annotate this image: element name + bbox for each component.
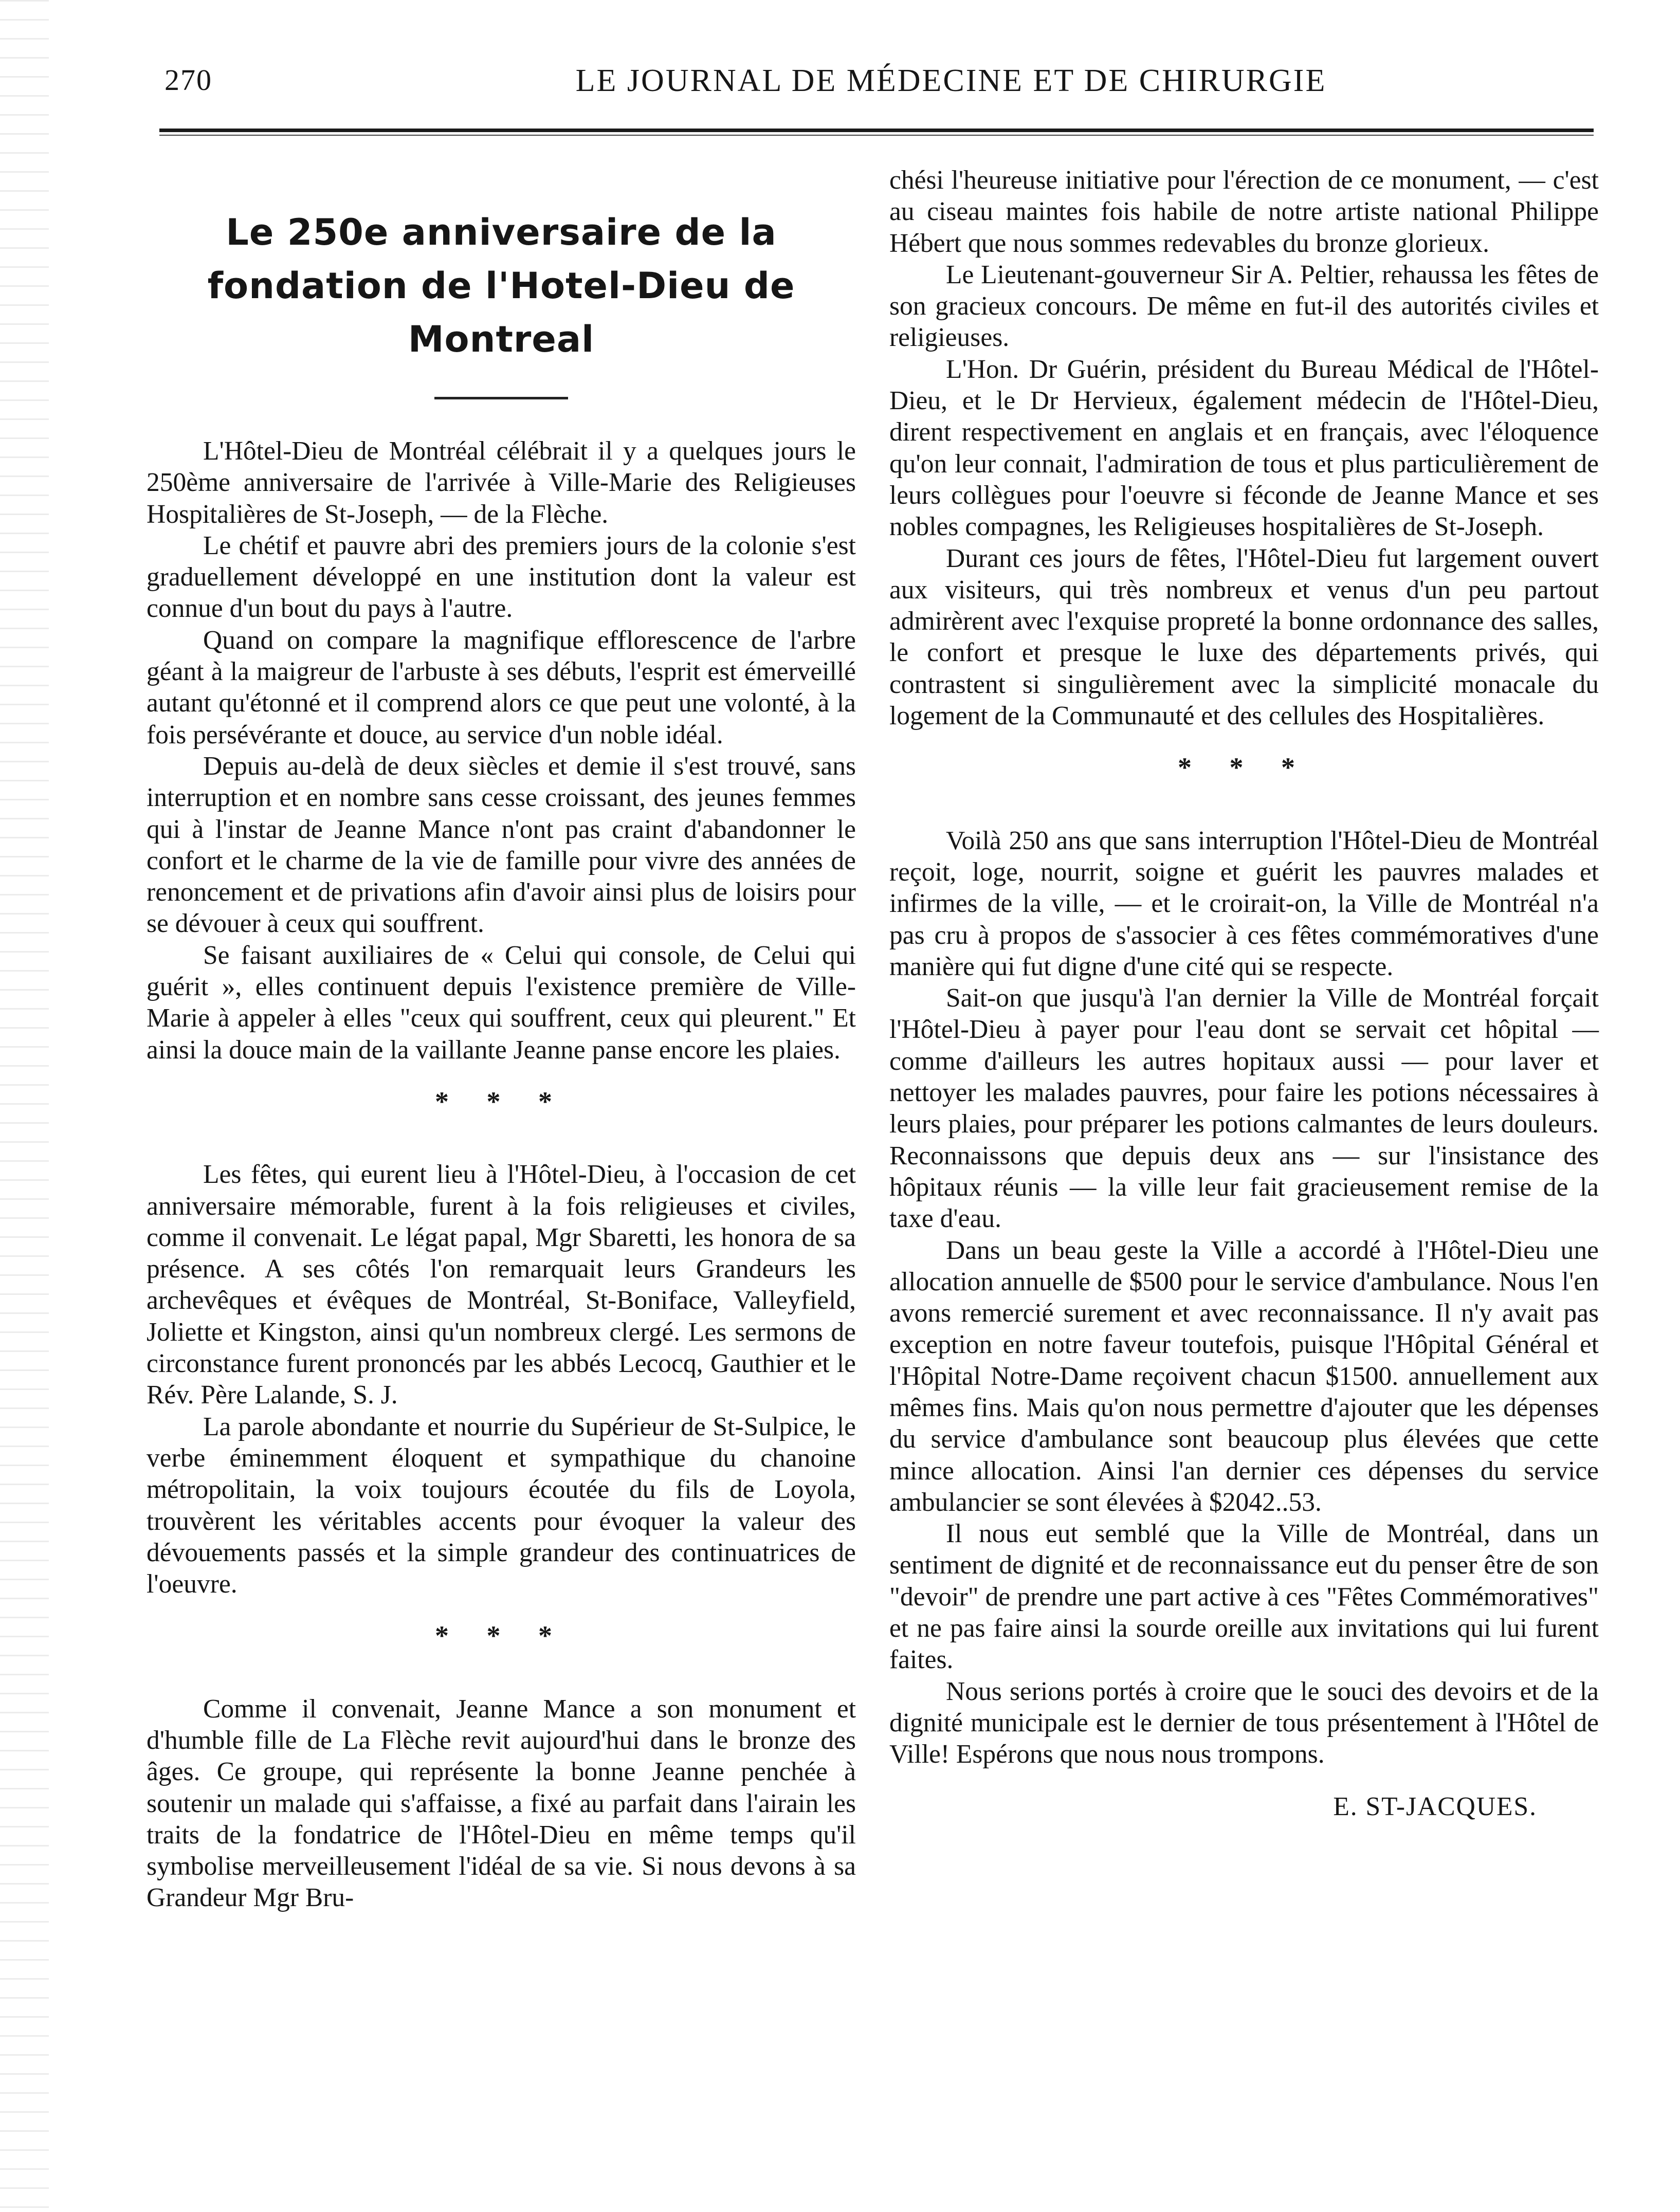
title-rule bbox=[434, 397, 568, 399]
paragraph: Le chétif et pauvre abri des premiers jours de la colonie s'est graduellement développé en une institution dont la valeur est connue d'un bout du pays à l'autre. bbox=[147, 531, 856, 624]
page-number: 270 bbox=[165, 63, 212, 97]
page-header bbox=[165, 58, 1583, 114]
paragraph: Dans un beau geste la Ville a accordé à l'Hôtel-Dieu une allocation annuelle de $500 pour le service d'ambulance. Nous l'en avons remercié surement et avec reconnaissance. Il n'y avait pas exception en notre faveur toutefois, puisque l'Hôpital Général et l'Hôpital Notre-Dame reçoivent chacun $1500. annuellement aux mêmes fins. Mais qu'on nous permettre d'ajouter que les dépenses du service d'ambulance sont beaucoup plus élevées que cette mince allocation. Ainsi l'an dernier ces dépenses du service ambulancier se sont élevées à $2042..53. bbox=[889, 1235, 1599, 1517]
paragraph: Sait-on que jusqu'à l'an dernier la Ville de Montréal forçait l'Hôtel-Dieu à payer pour l'eau dont se servait cet hôpital — comme d'ailleurs les autres hopitaux aussi — pour laver et nettoyer les malades pauvres, pour faire les potions nécessaires à leurs plaies, pour préparer les potions calmantes de leurs douleurs. Reconnaissons que depuis deux ans — sur l'insistance des hôpitaux réunis — la ville leur fait gracieusement remise de la taxe d'eau. bbox=[889, 983, 1599, 1234]
right-column bbox=[889, 164, 1599, 1822]
article-title: Le 250e anniversaire de la fondation de l'Hotel-Dieu de Montreal bbox=[207, 211, 795, 360]
paragraph: L'Hôtel-Dieu de Montréal célébrait il y a quelques jours le 250ème anniversaire de l'arrivée à Ville-Marie des Religieuses Hospitalières de St-Joseph, — de la Flèche. bbox=[147, 436, 856, 529]
section-separator: * * * bbox=[435, 1086, 568, 1117]
paragraph: Depuis au-delà de deux siècles et demie il s'est trouvé, sans interruption et en nombre sans cesse croissant, des jeunes femmes qui à l'instar de Jeanne Mance n'ont pas craint d'abandonner le confort et le charme de la vie de famille pour vivre des années de renoncement et de privations afin d'avoir ainsi plus de loisirs pour se dévouer à ceux qui souffrent. bbox=[147, 751, 856, 939]
left-column bbox=[147, 170, 856, 1914]
paragraph: L'Hon. Dr Guérin, président du Bureau Médical de l'Hôtel-Dieu, et le Dr Hervieux, également médecin de l'Hôtel-Dieu, dirent respectivement en anglais et en français, avec l'éloquence qu'on leur connait, l'admiration de tous et plus particulièrement de leurs collègues pour l'oeuvre si féconde de Jeanne Mance et ses nobles compagnes, les Religieuses hospitalières de St-Joseph. bbox=[889, 354, 1599, 542]
paragraph: Il nous eut semblé que la Ville de Montréal, dans un sentiment de dignité et de reconnaissance eut du penser être de son "devoir" de prendre une part active à ces "Fêtes Commémoratives" et ne pas faire ainsi la sourde oreille aux invitations qui lui furent faites. bbox=[889, 1519, 1599, 1675]
paragraph: chési l'heureuse initiative pour l'érection de ce monument, — c'est au ciseau maintes fois habile de notre artiste national Philippe Hébert que nous sommes redevables du bronze glorieux. bbox=[889, 166, 1599, 258]
section-separator: * * * bbox=[435, 1620, 568, 1652]
paragraph: Voilà 250 ans que sans interruption l'Hôtel-Dieu de Montréal reçoit, loge, nourrit, soigne et guérit les pauvres malades et infirmes de la ville, — et le croirait-on, la Ville de Montréal n'a pas cru à propos de s'associer à ces fêtes commémoratives d'une manière qui fut digne d'une cité qui se respecte. bbox=[889, 826, 1599, 981]
paragraph: Durant ces jours de fêtes, l'Hôtel-Dieu fut largement ouvert aux visiteurs, qui très nombreux et venus d'un peu partout admirèrent avec l'exquise propreté la bonne ordonnance des salles, le confort et presque le luxe des départements privés, qui contrastent si singulièrement avec la simplicité monacale du logement de la Communauté et des cellules des Hospitalières. bbox=[889, 543, 1599, 731]
paragraph: Quand on compare la magnifique efflorescence de l'arbre géant à la maigreur de l'arbuste à ses débuts, l'esprit est émerveillé autant qu'étonné et il comprend alors ce que peut une volonté, à la fois persévérante et douce, au service d'un noble idéal. bbox=[147, 625, 856, 749]
scan-margin bbox=[0, 0, 49, 2212]
paragraph: Le Lieutenant-gouverneur Sir A. Peltier, rehaussa les fêtes de son gracieux concours. De même en fut-il des autorités civiles et religieuses. bbox=[889, 260, 1599, 353]
paragraph: Se faisant auxiliaires de « Celui qui console, de Celui qui guérit », elles continuent depuis l'existence première de Ville-Marie à appeler à elles "ceux qui souffrent, ceux qui pleurent." Et ainsi la douce main de la vaillante Jeanne panse encore les plaies. bbox=[147, 940, 856, 1065]
author-signature: E. ST-JACQUES. bbox=[1333, 1791, 1537, 1821]
paragraph: Les fêtes, qui eurent lieu à l'Hôtel-Dieu, à l'occasion de cet anniversaire mémorable, furent à la fois religieuses et civiles, comme il convenait. Le légat papal, Mgr Sbaretti, les honora de sa présence. A ses côtés l'on remarquait leurs Grandeurs les archevêques et évêques de Montréal, St-Boniface, Valleyfield, Joliette et Kingston, ainsi qu'un nombreux clergé. Les sermons de circonstance furent prononcés par les abbés Lecocq, Gauthier et le Rév. Père Lalande, S. J. bbox=[147, 1160, 856, 1410]
paragraph: Comme il convenait, Jeanne Mance a son monument et d'humble fille de La Flèche revit aujourd'hui dans le bronze des âges. Ce groupe, qui représente la bonne Jeanne penchée à soutenir un malade qui s'affaisse, a fixé au parfait dans l'airain les traits de la fondatrice de l'Hôtel-Dieu en même temps qu'il symbolise merveilleusement l'idéal de sa vie. Si nous devons à sa Grandeur Mgr Bru- bbox=[147, 1694, 856, 1913]
section-separator: * * * bbox=[1178, 752, 1310, 783]
header-rule-thin bbox=[159, 135, 1594, 136]
header-rule bbox=[159, 129, 1594, 132]
paragraph: La parole abondante et nourrie du Supérieur de St-Sulpice, le verbe éminemment éloquent et sympathique du chanoine métropolitain, la voix toujours écoutée du fils de Loyola, trouvèrent les véritables accents pour évoquer la valeur des dévouements passés et la simple grandeur des continuatrices de l'oeuvre. bbox=[147, 1412, 856, 1599]
paragraph: Nous serions portés à croire que le souci des devoirs et de la dignité municipale est le dernier de tous présentement à l'Hôtel de Ville! Espérons que nous nous trompons. bbox=[889, 1676, 1599, 1769]
journal-title: LE JOURNAL DE MÉDECINE ET DE CHIRURGIE bbox=[575, 63, 1327, 98]
